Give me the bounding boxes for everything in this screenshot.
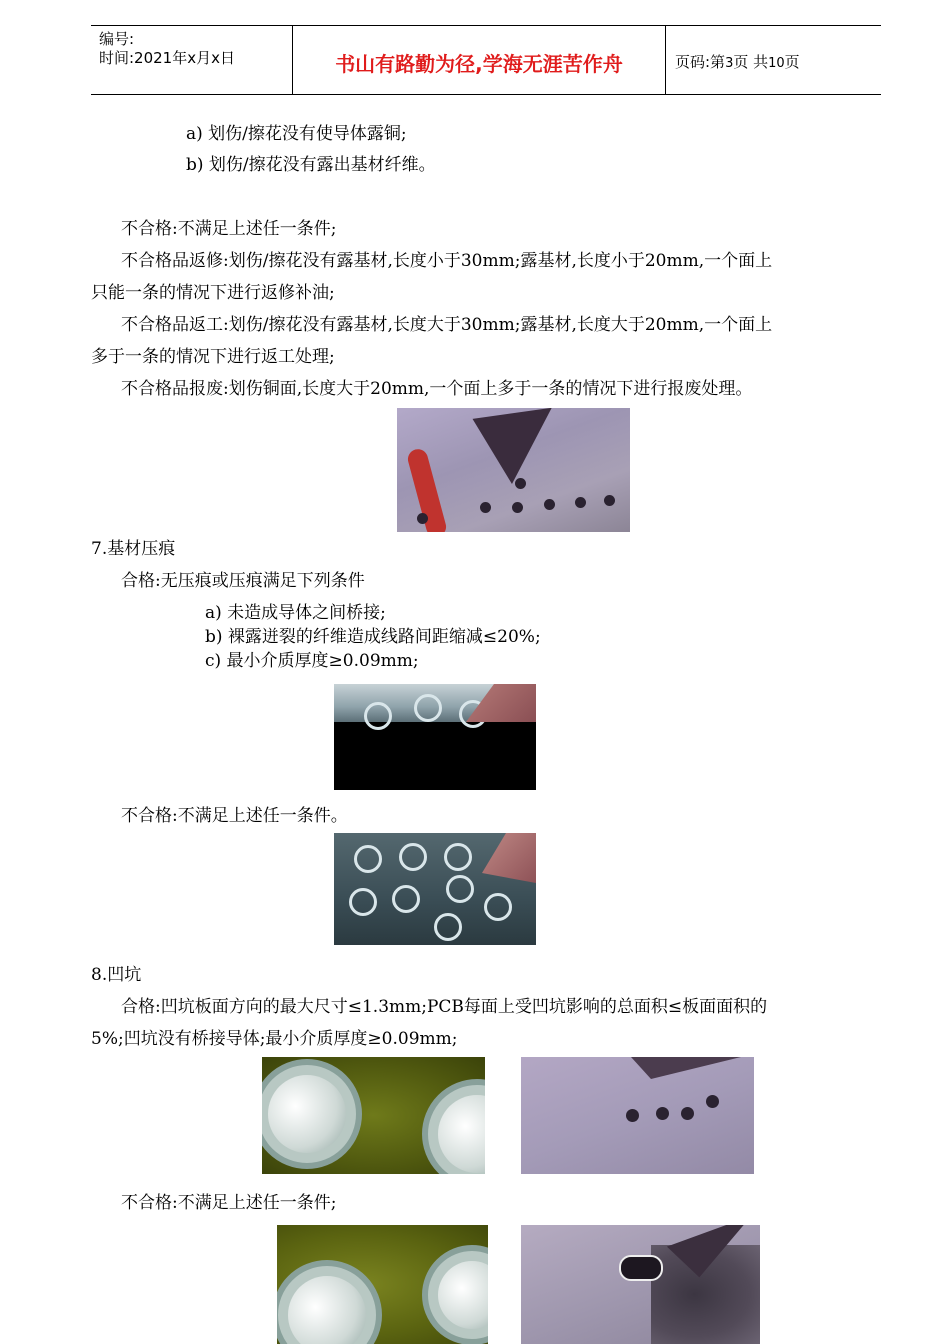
header-date: 时间:2021年x月x日 bbox=[99, 49, 235, 67]
probe-shadow bbox=[631, 1057, 741, 1079]
pit-heading: 8.凹坑 bbox=[91, 965, 142, 985]
scratch-rework-line1: 不合格品返工:划伤/擦花没有露基材,长度大于30mm;露基材,长度大于20mm,一个面上 bbox=[121, 315, 773, 335]
page-suffix: 页 bbox=[784, 53, 800, 71]
pad-ring bbox=[399, 843, 427, 871]
emboss-item-c: c) 最小介质厚度≥0.09mm; bbox=[205, 651, 419, 671]
emboss-heading: 7.基材压痕 bbox=[91, 539, 176, 559]
via-hole bbox=[604, 495, 615, 506]
pad-ring bbox=[434, 913, 462, 941]
pad-ring bbox=[354, 845, 382, 873]
via-hole bbox=[512, 502, 523, 513]
pad-hole bbox=[288, 1276, 366, 1344]
pit-pass-line1: 合格:凹坑板面方向的最大尺寸≤1.3mm;PCB每面上受凹坑影响的总面积≤板面面积的 bbox=[121, 997, 768, 1017]
scratch-item-a: a) 划伤/擦花没有使导体露铜; bbox=[186, 124, 407, 144]
page-current: 3 bbox=[725, 56, 734, 71]
copper-pad bbox=[422, 1245, 488, 1344]
pit-fail: 不合格:不满足上述任一条件; bbox=[121, 1193, 337, 1213]
emboss-photo-fail bbox=[334, 833, 536, 945]
scratch-fail: 不合格:不满足上述任一条件; bbox=[121, 219, 337, 239]
emboss-item-b: b) 裸露迸裂的纤维造成线路间距缩减≤20%; bbox=[205, 627, 541, 647]
emboss-item-a: a) 未造成导体之间桥接; bbox=[205, 603, 386, 623]
page-total: 10 bbox=[768, 56, 785, 71]
fiber-flake bbox=[476, 833, 536, 883]
pad-ring bbox=[364, 702, 392, 730]
scratch-item-b: b) 划伤/擦花没有露出基材纤维。 bbox=[186, 155, 436, 175]
pad-ring bbox=[392, 885, 420, 913]
header-divider bbox=[665, 26, 666, 94]
pad-ring bbox=[414, 694, 442, 722]
header-number-label: 编号: bbox=[99, 30, 135, 48]
pad-ring bbox=[444, 843, 472, 871]
page-header bbox=[91, 25, 881, 95]
pit-photo-fail-surface bbox=[521, 1225, 760, 1344]
scratch-rework-line2: 多于一条的情况下进行返工处理; bbox=[91, 347, 335, 367]
pad-hole bbox=[268, 1075, 346, 1153]
pad-hole bbox=[438, 1095, 485, 1173]
pit-defect bbox=[619, 1255, 663, 1281]
via-hole bbox=[681, 1107, 694, 1120]
pit-photo-pass-surface bbox=[521, 1057, 754, 1174]
via-hole bbox=[515, 478, 526, 489]
scratch-photo bbox=[397, 408, 630, 532]
via-hole bbox=[480, 502, 491, 513]
via-hole bbox=[656, 1107, 669, 1120]
pit-pass-line2: 5%;凹坑没有桥接导体;最小介质厚度≥0.09mm; bbox=[91, 1029, 458, 1049]
emboss-fail: 不合格:不满足上述任一条件。 bbox=[121, 806, 348, 826]
pad-hole bbox=[438, 1261, 488, 1329]
copper-pad bbox=[277, 1260, 382, 1344]
via-hole bbox=[575, 497, 586, 508]
via-hole bbox=[417, 513, 428, 524]
probe-shadow bbox=[473, 408, 562, 488]
via-hole bbox=[544, 499, 555, 510]
header-motto: 书山有路勤为径,学海无涯苦作舟 bbox=[335, 52, 623, 76]
pad-ring bbox=[484, 893, 512, 921]
pad-ring bbox=[349, 888, 377, 916]
copper-pad bbox=[422, 1079, 485, 1174]
page-prefix: 页码:第 bbox=[675, 53, 726, 71]
header-page-number bbox=[675, 51, 800, 72]
scratch-scrap: 不合格品报废:划伤铜面,长度大于20mm,一个面上多于一条的情况下进行报废处理。 bbox=[121, 379, 753, 399]
via-hole bbox=[626, 1109, 639, 1122]
scratch-repair-line1: 不合格品返修:划伤/擦花没有露基材,长度小于30mm;露基材,长度小于20mm,一个面上 bbox=[121, 251, 773, 271]
via-hole bbox=[706, 1095, 719, 1108]
pit-photo-fail-pads bbox=[277, 1225, 488, 1344]
emboss-photo-pass bbox=[334, 684, 536, 790]
pad-ring bbox=[446, 875, 474, 903]
page-mid: 页 共 bbox=[733, 53, 769, 71]
pit-photo-pass-pads bbox=[262, 1057, 485, 1174]
header-meta bbox=[99, 30, 289, 68]
scratch-repair-line2: 只能一条的情况下进行返修补油; bbox=[91, 283, 335, 303]
copper-pad bbox=[262, 1059, 362, 1169]
emboss-pass: 合格:无压痕或压痕满足下列条件 bbox=[121, 571, 365, 591]
